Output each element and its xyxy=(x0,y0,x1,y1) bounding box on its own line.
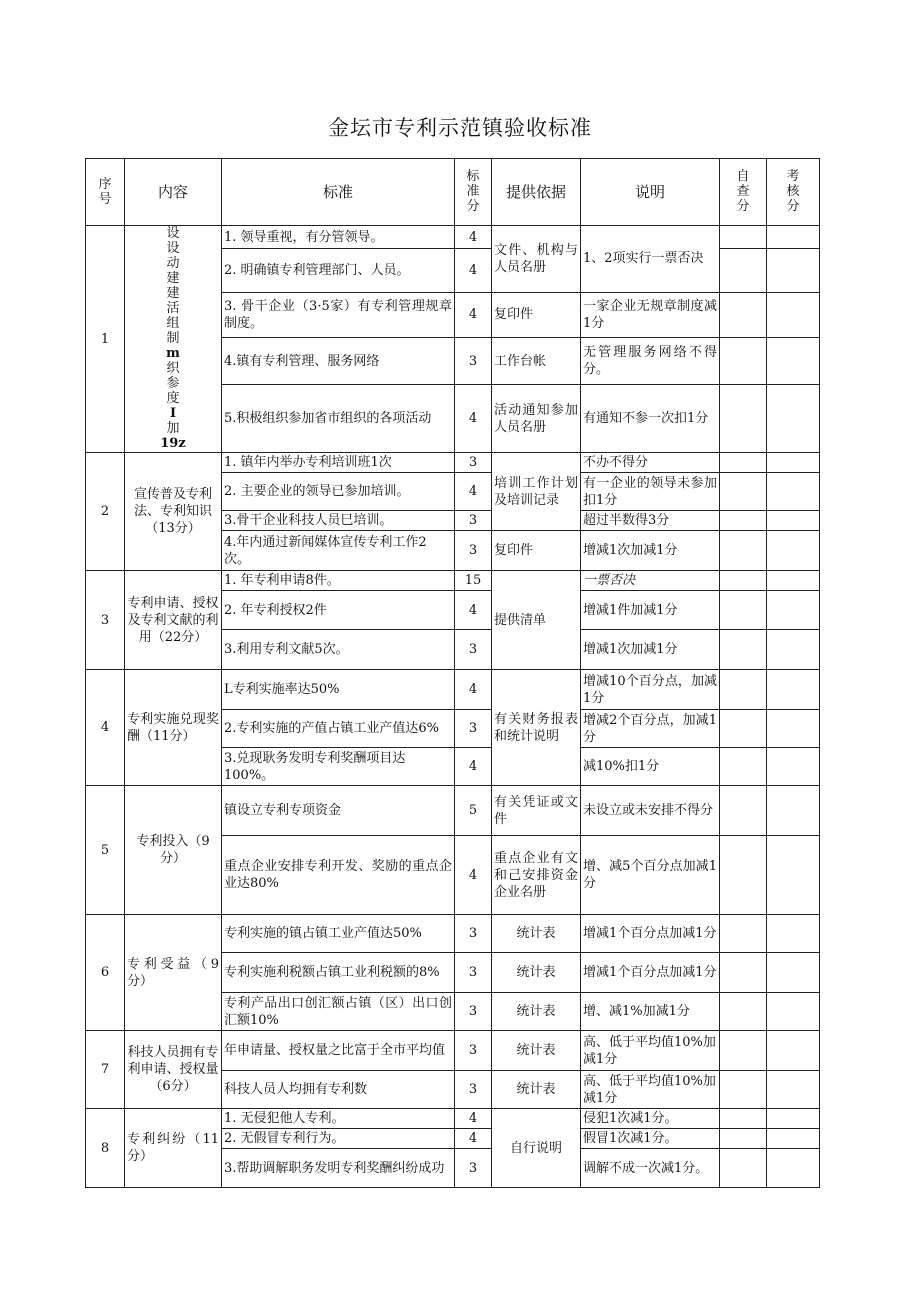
basis-cell: 复印件 xyxy=(492,531,581,571)
score-cell: 4 xyxy=(455,226,492,249)
score-cell: 3 xyxy=(455,1149,492,1188)
standard-cell: 4.镇有专利管理、服务网络 xyxy=(222,338,455,385)
score-cell: 3 xyxy=(455,453,492,473)
self-score-cell xyxy=(720,591,767,630)
note-cell: 增减1件加减1分 xyxy=(581,591,720,630)
self-score-cell xyxy=(720,1149,767,1188)
note-cell: 增减2个百分点，加减1分 xyxy=(581,710,720,748)
header-content: 内容 xyxy=(125,159,222,226)
self-score-cell xyxy=(720,226,767,249)
header-row xyxy=(86,159,820,226)
score-cell: 3 xyxy=(455,511,492,531)
standard-cell: 3. 骨干企业（3·5家）有专利管理规章制度。 xyxy=(222,292,455,338)
score-cell: 4 xyxy=(455,249,492,292)
note-cell: 未设立或未安排不得分 xyxy=(581,786,720,836)
assess-score-cell xyxy=(767,1129,820,1149)
table-row xyxy=(86,453,820,473)
note-cell: 增减1次加减1分 xyxy=(581,630,720,670)
self-score-cell xyxy=(720,748,767,786)
standard-cell: 3.利用专利文献5次。 xyxy=(222,630,455,670)
score-cell: 4 xyxy=(455,836,492,915)
assess-score-cell xyxy=(767,385,820,453)
header-assess-score xyxy=(767,159,820,226)
basis-cell: 工作台帐 xyxy=(492,338,581,385)
assess-score-cell xyxy=(767,993,820,1031)
assess-score-cell xyxy=(767,630,820,670)
self-score-cell xyxy=(720,1109,767,1129)
self-score-cell xyxy=(720,249,767,292)
score-cell: 4 xyxy=(455,591,492,630)
self-score-cell xyxy=(720,292,767,338)
standard-cell: 镇设立专利专项资金 xyxy=(222,786,455,836)
assess-score-cell xyxy=(767,591,820,630)
score-cell: 3 xyxy=(455,531,492,571)
note-cell: 不办不得分 xyxy=(581,453,720,473)
header-note: 说明 xyxy=(581,159,720,226)
score-cell: 5 xyxy=(455,786,492,836)
group-content: 专利申请、授权及专利文献的利用（22分） xyxy=(125,571,222,670)
note-cell: 一家企业无规章制度减1分 xyxy=(581,292,720,338)
basis-cell: 统计表 xyxy=(492,953,581,993)
standard-cell: 1. 领导重视，有分管领导。 xyxy=(222,226,455,249)
assess-score-cell xyxy=(767,953,820,993)
assess-score-cell xyxy=(767,571,820,591)
score-cell: 3 xyxy=(455,1031,492,1071)
assess-score-cell xyxy=(767,670,820,710)
basis-cell: 统计表 xyxy=(492,993,581,1031)
assess-score-cell xyxy=(767,710,820,748)
header-label: 考 核 分 xyxy=(786,169,800,214)
basis-cell: 提供清单 xyxy=(492,571,581,670)
assess-score-cell xyxy=(767,1149,820,1188)
basis-cell: 培训工作计划及培训记录 xyxy=(492,453,581,531)
standard-cell: 年申请量、授权量之比富于全市平均值 xyxy=(222,1031,455,1071)
score-cell: 4 xyxy=(455,473,492,511)
acceptance-criteria-table xyxy=(85,158,820,1188)
score-cell: 4 xyxy=(455,670,492,710)
group-seq: 6 xyxy=(86,915,125,1031)
score-cell: 3 xyxy=(455,993,492,1031)
note-cell: 减10%扣1分 xyxy=(581,748,720,786)
basis-cell: 自行说明 xyxy=(492,1109,581,1188)
note-cell: 增减1次加减1分 xyxy=(581,531,720,571)
assess-score-cell xyxy=(767,249,820,292)
header-seq xyxy=(86,159,125,226)
score-cell: 3 xyxy=(455,953,492,993)
self-score-cell xyxy=(720,571,767,591)
note-cell: 调解不成一次减1分。 xyxy=(581,1149,720,1188)
assess-score-cell xyxy=(767,473,820,511)
self-score-cell xyxy=(720,710,767,748)
note-cell: 增、减1%加减1分 xyxy=(581,993,720,1031)
note-cell: 增、减5个百分点加减1分 xyxy=(581,836,720,915)
self-score-cell xyxy=(720,1071,767,1109)
group-content: 专利受益（9分） xyxy=(125,915,222,1031)
note-cell: 无管理服务网络不得分。 xyxy=(581,338,720,385)
standard-cell: 3.兑现耿务发明专利奖酬项目达100%。 xyxy=(222,748,455,786)
assess-score-cell xyxy=(767,511,820,531)
header-standard: 标准 xyxy=(222,159,455,226)
note-cell: 超过半数得3分 xyxy=(581,511,720,531)
group-seq: 1 xyxy=(86,226,125,453)
basis-cell: 有关凭证或文件 xyxy=(492,786,581,836)
score-cell: 4 xyxy=(455,1129,492,1149)
note-cell: 有一企业的领导未参加扣1分 xyxy=(581,473,720,511)
group-content-label: 设 设 动 建 建 活 组 制 m 织 参 度 I 加 19z xyxy=(160,226,186,451)
score-cell: 3 xyxy=(455,630,492,670)
assess-score-cell xyxy=(767,226,820,249)
assess-score-cell xyxy=(767,453,820,473)
standard-cell: 专利实施利税额占镇工业利税额的8% xyxy=(222,953,455,993)
basis-cell: 重点企业有文和己安排资金企业名册 xyxy=(492,836,581,915)
header-basis: 提供依据 xyxy=(492,159,581,226)
note-cell: 1、2项实行一票否决 xyxy=(581,226,720,293)
note-cell: 高、低于平均值10%加减1分 xyxy=(581,1071,720,1109)
assess-score-cell xyxy=(767,786,820,836)
table-row xyxy=(86,571,820,591)
self-score-cell xyxy=(720,836,767,915)
note-cell: 有通知不参一次扣1分 xyxy=(581,385,720,453)
assess-score-cell xyxy=(767,531,820,571)
document-title: 金坛市专利示范镇验收标准 xyxy=(328,116,592,140)
score-cell: 3 xyxy=(455,915,492,953)
header-label: 自 查 分 xyxy=(736,169,750,214)
basis-cell: 统计表 xyxy=(492,1031,581,1071)
self-score-cell xyxy=(720,1129,767,1149)
table-row xyxy=(86,786,820,836)
standard-cell: L专利实施率达50% xyxy=(222,670,455,710)
assess-score-cell xyxy=(767,1109,820,1129)
self-score-cell xyxy=(720,915,767,953)
assess-score-cell xyxy=(767,836,820,915)
standard-cell: 5.积极组织参加省市组织的各项活动 xyxy=(222,385,455,453)
group-content: 专利投入（9分） xyxy=(125,786,222,915)
note-cell: 高、低于平均值10%加减1分 xyxy=(581,1031,720,1071)
score-cell: 4 xyxy=(455,748,492,786)
self-score-cell xyxy=(720,473,767,511)
group-seq: 4 xyxy=(86,670,125,786)
group-seq: 3 xyxy=(86,571,125,670)
self-score-cell xyxy=(720,1031,767,1071)
group-content: 科技人员拥有专利申请、授权量（6分） xyxy=(125,1031,222,1109)
standard-cell: 专利产品出口创汇额占镇（区）出口创汇额10% xyxy=(222,993,455,1031)
standard-cell: 重点企业安排专利开发、奖励的重点企业达80% xyxy=(222,836,455,915)
standard-cell: 3.骨干企业科技人员巳培训。 xyxy=(222,511,455,531)
standard-cell: 2.专利实施的产值占镇工业产值达6% xyxy=(222,710,455,748)
self-score-cell xyxy=(720,338,767,385)
table-row xyxy=(86,1031,820,1071)
standard-cell: 科技人员人均拥有专利数 xyxy=(222,1071,455,1109)
score-cell: 15 xyxy=(455,571,492,591)
score-cell: 4 xyxy=(455,1109,492,1129)
note-cell: 一票否决 xyxy=(581,571,720,591)
score-cell: 4 xyxy=(455,385,492,453)
group-seq: 7 xyxy=(86,1031,125,1109)
standard-cell: 4.年内通过新闻媒体宣传专利工作2次。 xyxy=(222,531,455,571)
assess-score-cell xyxy=(767,748,820,786)
table-row xyxy=(86,226,820,249)
standard-cell: 2. 明确镇专利管理部门、人员。 xyxy=(222,249,455,292)
basis-cell: 统计表 xyxy=(492,1071,581,1109)
assess-score-cell xyxy=(767,338,820,385)
standard-cell: 2. 年专利授权2件 xyxy=(222,591,455,630)
basis-cell: 统计表 xyxy=(492,915,581,953)
standard-cell: 1. 无侵犯他人专利。 xyxy=(222,1109,455,1129)
note-cell: 增减1个百分点加减1分 xyxy=(581,915,720,953)
standard-cell: 3.帮助调解职务发明专利奖酬纠纷成功 xyxy=(222,1149,455,1188)
self-score-cell xyxy=(720,786,767,836)
group-content: 专利实施兑现奖酬（11分） xyxy=(125,670,222,786)
basis-cell: 活动通知参加人员名册 xyxy=(492,385,581,453)
standard-cell: 2. 主要企业的领导已参加培训。 xyxy=(222,473,455,511)
assess-score-cell xyxy=(767,1031,820,1071)
standard-cell: 1. 镇年内举办专利培训班1次 xyxy=(222,453,455,473)
self-score-cell xyxy=(720,453,767,473)
group-content xyxy=(125,226,222,453)
table-row xyxy=(86,1109,820,1129)
self-score-cell xyxy=(720,993,767,1031)
score-cell: 3 xyxy=(455,710,492,748)
header-label: 标 准 分 xyxy=(466,169,480,214)
group-seq: 2 xyxy=(86,453,125,571)
self-score-cell xyxy=(720,630,767,670)
self-score-cell xyxy=(720,953,767,993)
note-cell: 侵犯1次减1分。 xyxy=(581,1109,720,1129)
note-cell: 假冒1次减1分。 xyxy=(581,1129,720,1149)
self-score-cell xyxy=(720,531,767,571)
table-row xyxy=(86,915,820,953)
group-content: 宣传普及专利法、专利知识（13分） xyxy=(125,453,222,571)
group-seq: 8 xyxy=(86,1109,125,1188)
assess-score-cell xyxy=(767,915,820,953)
self-score-cell xyxy=(720,670,767,710)
note-cell: 增减1个百分点加减1分 xyxy=(581,953,720,993)
standard-cell: 1. 年专利申请8件。 xyxy=(222,571,455,591)
header-self-score xyxy=(720,159,767,226)
header-label: 序 号 xyxy=(98,176,112,207)
standard-cell: 专利实施的镇占镇工业产值达50% xyxy=(222,915,455,953)
table-row xyxy=(86,670,820,710)
self-score-cell xyxy=(720,385,767,453)
note-cell: 增减10个百分点，加减1分 xyxy=(581,670,720,710)
group-seq: 5 xyxy=(86,786,125,915)
self-score-cell xyxy=(720,511,767,531)
standard-cell: 2. 无假冒专利行为。 xyxy=(222,1129,455,1149)
assess-score-cell xyxy=(767,292,820,338)
basis-cell: 文件、机构与人员名册 xyxy=(492,226,581,293)
group-content: 专利纠纷（11分） xyxy=(125,1109,222,1188)
score-cell: 4 xyxy=(455,292,492,338)
basis-cell: 复印件 xyxy=(492,292,581,338)
basis-cell: 有关财务报表和统计说明 xyxy=(492,670,581,786)
score-cell: 3 xyxy=(455,338,492,385)
header-score xyxy=(455,159,492,226)
assess-score-cell xyxy=(767,1071,820,1109)
score-cell: 3 xyxy=(455,1071,492,1109)
